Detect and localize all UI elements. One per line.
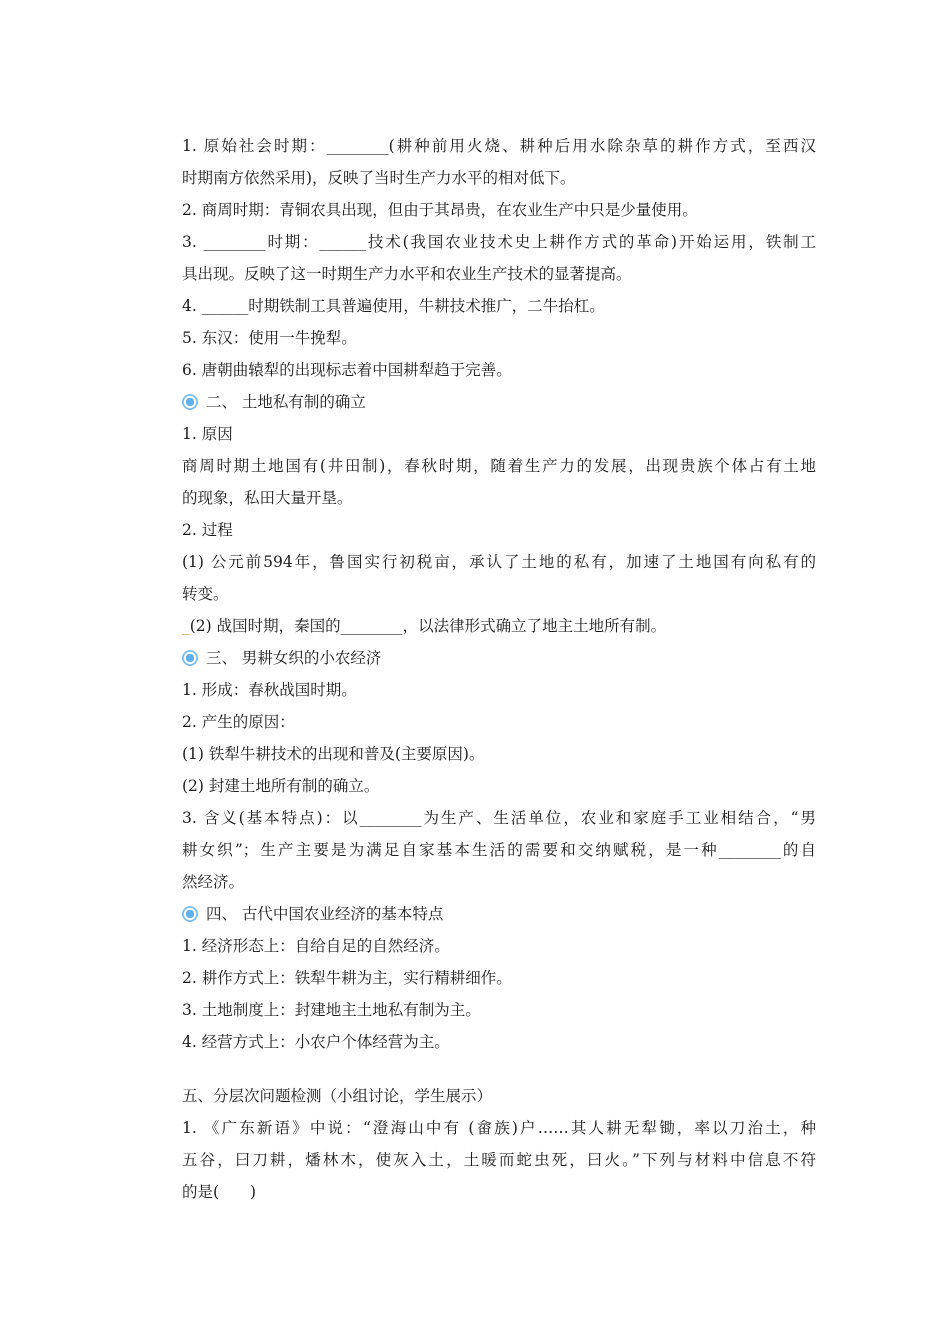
section-heading [182,642,816,674]
paragraph-line: 3. ________时期：______技术(我国农业技术史上耕作方式的革命)开始运用，铁制工 [182,233,816,251]
section-heading-text: 五、分层次问题检测（小组讨论，学生展示） [182,1087,493,1105]
paragraph-line: 的是( ) [182,1183,257,1201]
paragraph-line: 耕女织”；生产主要是为满足自家基本生活的需要和交纳赋税，是一种________的自 [182,841,816,859]
list-item: (1) 铁犁牛耕技术的出现和普及(主要原因)。 [182,745,485,763]
spacer [182,1058,816,1080]
paragraph-line: 1. 《广东新语》中说：“澄海山中有 (畲族)户……其人耕无犁锄，率以刀治土，种 [182,1119,816,1137]
list-item: 2. 产生的原因： [182,713,295,731]
list-item: 1. 形成：春秋战国时期。 [182,681,357,699]
paragraph-line: 然经济。 [182,873,245,891]
list-item: 2. 商周时期：青铜农具出现，但由于其昂贵，在农业生产中只是少量使用。 [182,201,698,219]
circle-bullet-icon [182,394,198,410]
paragraph-line [182,610,816,642]
subheading: 1. 原因 [182,425,233,443]
list-item: 1. 经济形态上：自给自足的自然经济。 [182,937,450,955]
paragraph-line: 的现象，私田大量开垦。 [182,489,353,507]
paragraph-line: (1) 公元前594年，鲁国实行初税亩，承认了土地的私有，加速了土地国有向私有的 [182,553,816,571]
paragraph-text: (2) 战国时期，秦国的________，以法律形式确立了地主土地所有制。 [189,617,667,635]
paragraph-line: 商周时期土地国有(井田制)，春秋时期，随着生产力的发展，出现贵族个体占有土地 [182,457,816,475]
section-heading-text: 三、 男耕女织的小农经济 [206,649,382,667]
list-item: (2) 封建土地所有制的确立。 [182,777,380,795]
paragraph-line: 1. 原始社会时期：________(耕种前用火烧、耕种后用水除杂草的耕作方式，至西汉 [182,137,816,155]
section-heading-text: 二、 土地私有制的确立 [206,393,366,411]
circle-bullet-icon [182,906,198,922]
section-heading [182,898,816,930]
list-item: 6. 唐朝曲辕犁的出现标志着中国耕犁趋于完善。 [182,361,512,379]
circle-bullet-icon [182,650,198,666]
list-item: 4. 经营方式上：小农户个体经营为主。 [182,1033,450,1051]
edit-mark: _ [182,617,190,635]
paragraph-line: 转变。 [182,585,229,603]
subheading: 2. 过程 [182,521,233,539]
paragraph-line: 五谷，曰刀耕，燔林木，使灰入土，土暖而蛇虫死，曰火。”下列与材料中信息不符 [182,1151,816,1169]
list-item: 4. ______时期铁制工具普遍使用，牛耕技术推广，二牛抬杠。 [182,297,605,315]
paragraph-line: 时期南方依然采用)，反映了当时生产力水平的相对低下。 [182,169,576,187]
list-item: 3. 土地制度上：封建地主土地私有制为主。 [182,1001,481,1019]
section-heading [182,386,816,418]
section-heading-text: 四、 古代中国农业经济的基本特点 [206,905,444,923]
list-item: 5. 东汉：使用一牛挽犁。 [182,329,357,347]
paragraph-line: 3. 含义(基本特点)：以________为生产、生活单位，农业和家庭手工业相结合，“男 [182,809,816,827]
list-item: 2. 耕作方式上：铁犁牛耕为主，实行精耕细作。 [182,969,512,987]
paragraph-line: 具出现。反映了这一时期生产力水平和农业生产技术的显著提高。 [182,265,632,283]
document-page [182,130,816,1208]
